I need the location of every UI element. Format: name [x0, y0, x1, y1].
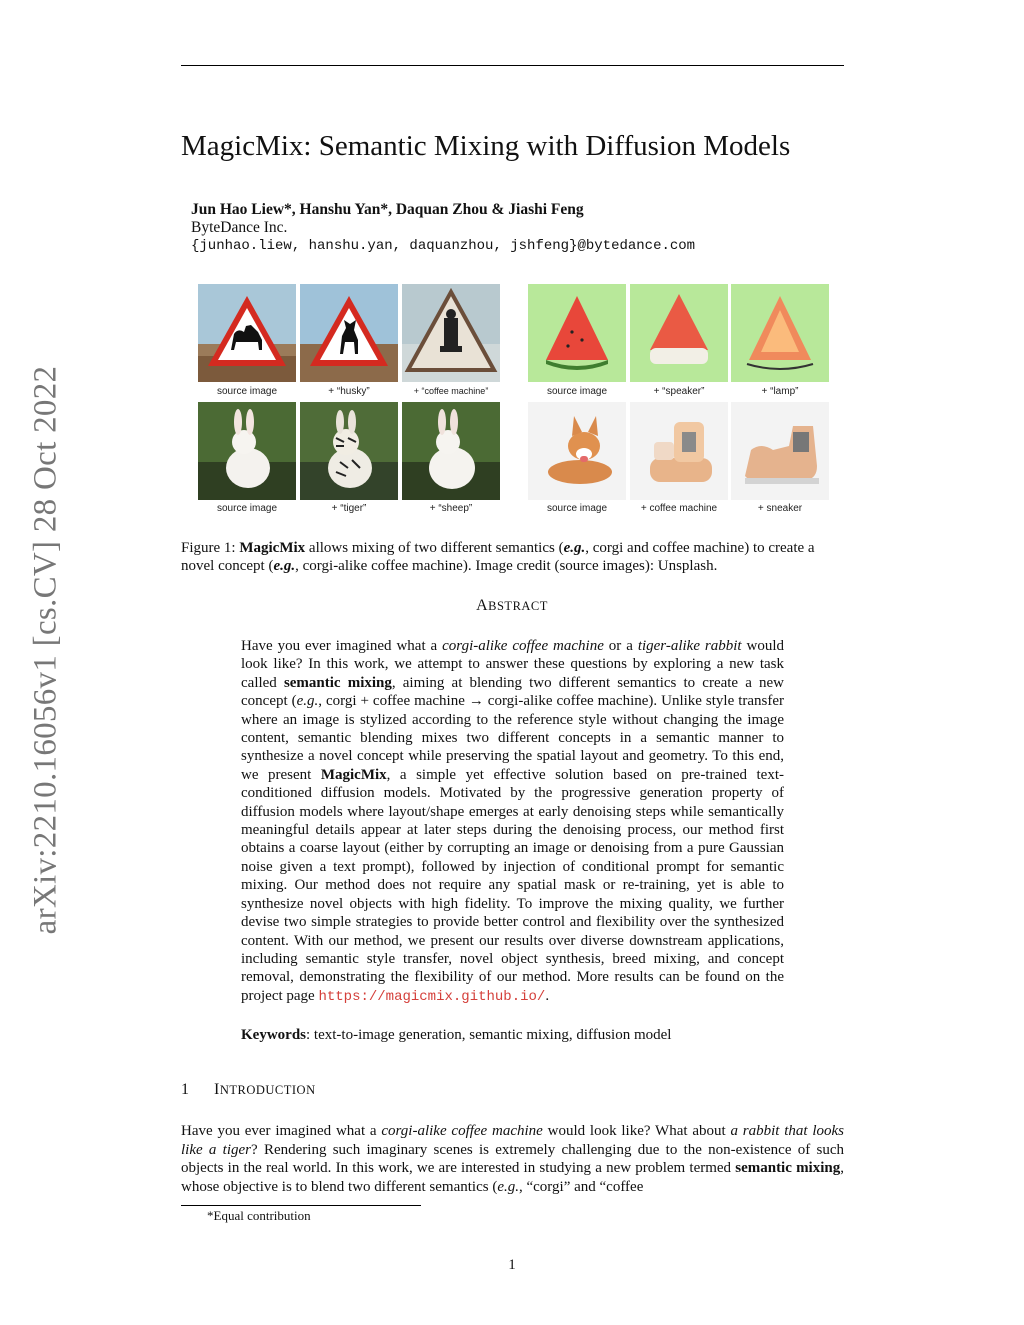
corgi-coffee-image: [630, 402, 728, 500]
caption-rabbit-source: source image: [216, 503, 278, 514]
abstract-italic: tiger-alike rabbit: [637, 638, 742, 654]
sign-camel-image: [198, 284, 296, 382]
abstract-text: would look like? In this work, we attempt to answer these questions by exploring a new task called: [241, 638, 785, 691]
rabbit-tiger-image: [300, 402, 398, 500]
caption-corgi-source: source image: [546, 503, 608, 514]
rabbit-image: [198, 402, 296, 500]
intro-text: , “corgi” and “coffee: [518, 1178, 644, 1195]
caption-corgi-sneaker: + sneaker: [757, 503, 803, 514]
caption-corgi-coffee: + coffee machine: [640, 503, 718, 514]
intro-paragraph: [181, 1122, 844, 1196]
abstract-heading: [0, 597, 1024, 615]
intro-text: ? Rendering such imaginary scenes is extremely challenging due to the non-existence of such objects in the real world. In this work, we are interested in studying a new problem termed: [181, 1141, 844, 1176]
heading-initial: I: [214, 1081, 220, 1098]
abstract-text: , corgi + coffee machine → corgi-alike coffee machine). Unlike style transfer where an image is stylized according to the reference style without changing the image content, semantic blending mixes two different concepts in a semantic manner to synthesize a novel concept while preserving the spatial layout and geometry. To this end, we present: [241, 693, 784, 783]
figure-caption-text: , corgi and coffee machine) to create a novel concept (: [181, 540, 815, 574]
figure-label: Figure 1:: [181, 540, 236, 556]
keywords-text: : text-to-image generation, semantic mixing, diffusion model: [306, 1027, 672, 1043]
intro-italic: e.g.: [497, 1178, 519, 1195]
watermelon-lamp-image: [731, 284, 829, 382]
footnote-rule: [181, 1205, 421, 1206]
heading-rest: BSTRACT: [488, 599, 548, 613]
intro-text: would look like? What about: [542, 1123, 731, 1139]
abstract-bold: semantic mixing: [283, 674, 392, 691]
intro-text: , whose objective is to blend two different semantics (: [181, 1160, 844, 1195]
corgi-image: [528, 402, 626, 500]
section-heading: [214, 1081, 316, 1099]
abstract-text: or a: [603, 638, 638, 654]
intro-text: Have you ever imagined what a: [181, 1123, 382, 1139]
arxiv-stamp: arXiv:2210.16056v1 [cs.CV] 28 Oct 2022: [27, 365, 64, 935]
paper-title: MagicMix: Semantic Mixing with Diffusion Models: [181, 130, 791, 162]
watermelon-speaker-image: [630, 284, 728, 382]
footnote: *Equal contribution: [207, 1208, 311, 1223]
caption-sign-source: source image: [216, 386, 278, 397]
sign-coffee-image: [402, 284, 500, 382]
abstract-bold: MagicMix: [320, 766, 387, 783]
section-number: 1: [181, 1081, 189, 1098]
figure-caption-method: MagicMix: [239, 540, 306, 556]
author-list: Jun Hao Liew*, Hanshu Yan*, Daquan Zhou & Jiashi Feng: [191, 201, 584, 218]
page-number: 1: [508, 1257, 516, 1273]
keywords-label: Keywords: [241, 1027, 306, 1043]
abstract-italic: corgi-alike coffee machine: [442, 638, 604, 654]
project-page-link[interactable]: https://magicmix.github.io/: [318, 988, 546, 1005]
abstract-italic: e.g.: [296, 693, 319, 710]
top-rule: [181, 65, 844, 66]
abstract-text: , a simple yet effective solution based on pre-trained text-conditioned diffusion models. Motivated by the progressive generation property of diffusion models where layout/shape emerges at early denoising steps while semantically meaningful details appear at later steps during the denoising process, our method first obtains a coarse layout (either by corrupting an image or denoising from a pure Gaussian noise given a text prompt), followed by injection of conditional prompt for semantic mixing. Our method does not require any spatial mask or re-training, yet is able to synthesize novel objects with high fidelity. To improve the mixing quality, we further devise two simple strategies to provide better control and flexibility over the synthesized content. With our method, we present our results over diverse downstream applications, including semantic style transfer, novel object synthesis, breed mixing, and concept removal, demonstrating the flexibility of our method. More results can be found on the project page: [241, 766, 784, 1004]
keywords-line: [241, 1026, 784, 1044]
sign-husky-image: [300, 284, 398, 382]
caption-melon-source: source image: [546, 386, 608, 397]
author-emails: {junhao.liew, hanshu.yan, daquanzhou, jshfeng}@bytedance.com: [191, 238, 696, 254]
caption-sign-coffee: + “coffee machine”: [413, 386, 489, 396]
intro-italic: a rabbit that looks like a tiger: [181, 1123, 845, 1158]
caption-melon-lamp: + “lamp”: [761, 386, 799, 397]
figure-caption-text: , corgi-alike coffee machine). Image credit (source images): Unsplash.: [295, 558, 718, 574]
figure-caption-eg: e.g.: [563, 540, 586, 556]
caption-melon-speaker: + “speaker”: [653, 386, 705, 397]
caption-sign-husky: + “husky”: [328, 386, 370, 397]
abstract-text: Have you ever imagined what a: [241, 638, 443, 654]
figure-caption: [181, 539, 844, 575]
watermelon-image: [528, 284, 626, 382]
caption-rabbit-sheep: + “sheep”: [429, 503, 473, 514]
abstract-text: .: [545, 987, 550, 1004]
abstract-body: [241, 637, 784, 1006]
heading-initial: A: [476, 597, 489, 614]
heading-rest: NTRODUCTION: [219, 1083, 316, 1097]
intro-italic: corgi-alike coffee machine: [381, 1123, 543, 1139]
figure-caption-eg: e.g.: [273, 558, 296, 574]
abstract-text: , aiming at blending two different semantics to create a new concept (: [241, 674, 784, 710]
caption-rabbit-tiger: + “tiger”: [331, 503, 367, 514]
intro-bold: semantic mixing: [735, 1160, 841, 1176]
corgi-sneaker-image: [731, 402, 829, 500]
figure-caption-text: allows mixing of two different semantics (: [305, 540, 564, 556]
affiliation: ByteDance Inc.: [191, 219, 288, 236]
rabbit-sheep-image: [402, 402, 500, 500]
